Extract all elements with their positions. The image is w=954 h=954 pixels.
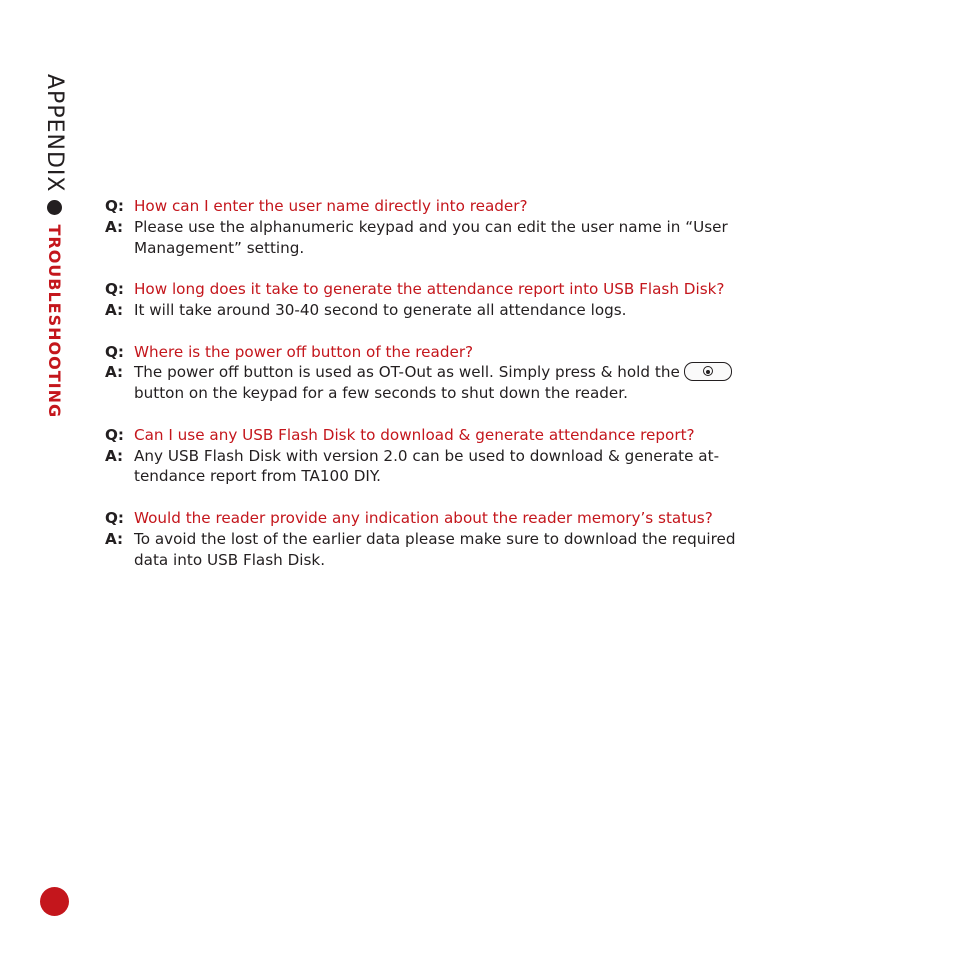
section-title: APPENDIX	[42, 74, 68, 193]
a-label: A:	[105, 529, 124, 548]
answer-row	[105, 529, 770, 571]
side-tab-label	[40, 74, 70, 418]
question-row	[105, 508, 770, 529]
answer-line: To avoid the lost of the earlier data please make sure to download the required	[134, 529, 736, 548]
answer-line: Management” setting.	[134, 238, 305, 257]
faq-item	[105, 508, 770, 570]
faq-item	[105, 196, 770, 258]
question-text: Can I use any USB Flash Disk to download & generate attendance report?	[134, 425, 695, 444]
answer-line: button on the keypad for a few seconds to shut down the reader.	[134, 384, 628, 403]
topic-title: TROUBLESHOOTING	[45, 224, 65, 419]
question-row	[105, 279, 770, 300]
q-label: Q:	[105, 508, 124, 527]
answer-row	[105, 300, 770, 321]
answer-line: It will take around 30-40 second to generate all attendance logs.	[134, 300, 627, 319]
answer-text	[134, 217, 728, 259]
bullet-dot-icon	[48, 200, 63, 215]
a-label: A:	[105, 363, 124, 382]
answer-text	[134, 446, 719, 488]
question-row	[105, 425, 770, 446]
page-marker-dot	[40, 887, 69, 916]
q-label: Q:	[105, 425, 124, 444]
answer-text	[134, 529, 736, 571]
answer-line: Any USB Flash Disk with version 2.0 can be used to download & generate at-	[134, 446, 720, 465]
question-row	[105, 342, 770, 363]
side-tab	[40, 74, 70, 474]
question-text: Where is the power off button of the reader?	[134, 342, 474, 361]
question-text: How long does it take to generate the attendance report into USB Flash Disk?	[134, 280, 725, 299]
q-label: Q:	[105, 342, 124, 361]
a-label: A:	[105, 300, 124, 319]
answer-row	[105, 217, 770, 259]
a-label: A:	[105, 446, 124, 465]
question-row	[105, 196, 770, 217]
answer-row	[105, 446, 770, 488]
answer-line: data into USB Flash Disk.	[134, 550, 326, 569]
answer-line: The power off button is used as OT-Out as well. Simply press & hold the	[134, 363, 680, 382]
faq-list	[105, 196, 770, 591]
question-text: Would the reader provide any indication about the reader memory’s status?	[134, 508, 713, 527]
answer-row	[105, 362, 770, 404]
faq-item	[105, 425, 770, 487]
a-label: A:	[105, 217, 124, 236]
answer-line: Please use the alphanumeric keypad and you can edit the user name in “User	[134, 217, 728, 236]
power-key-icon	[684, 362, 732, 381]
q-label: Q:	[105, 197, 124, 215]
faq-item	[105, 279, 770, 321]
answer-text	[134, 362, 732, 404]
answer-line: tendance report from TA100 DIY.	[134, 467, 381, 486]
question-text: How can I enter the user name directly into reader?	[134, 197, 528, 215]
faq-item	[105, 342, 770, 404]
answer-text	[134, 300, 627, 321]
q-label: Q:	[105, 280, 124, 299]
